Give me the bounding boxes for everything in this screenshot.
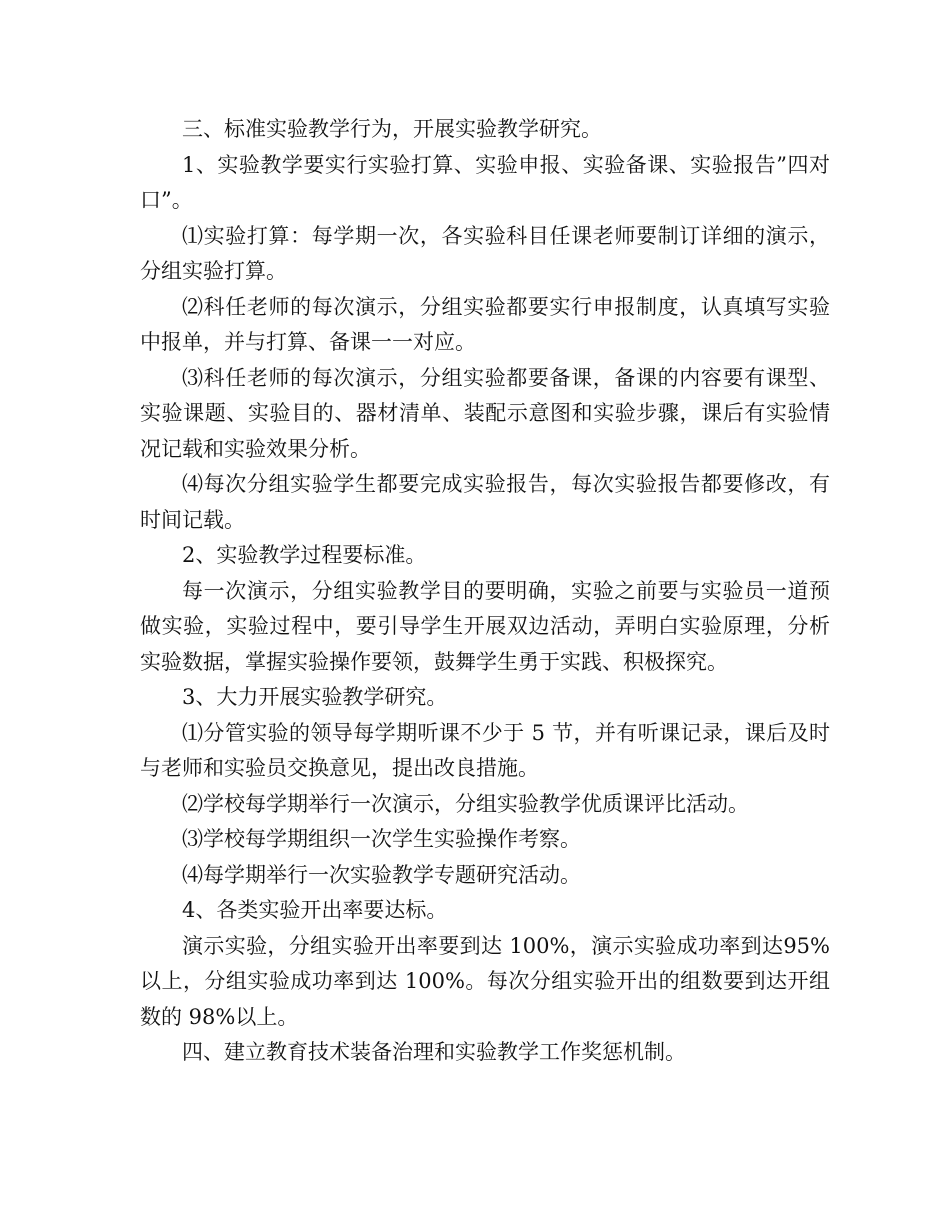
paragraph-3: 3、大力开展实验教学研究。 [182, 685, 448, 709]
paragraph-1-2: ⑵科任老师的每次演示，分组实验都要实行申报制度，认真填写实验中报单，并与打算、备课一一对应。 [140, 294, 830, 354]
paragraph-3-1: ⑴分管实验的领导每学期听课不少于 5 节，并有听课记录，课后及时与老师和实验员交换意见，提出改良措施。 [140, 720, 830, 780]
paragraph-3-3: ⑶学校每学期组织一次学生实验操作考察。 [182, 827, 581, 851]
paragraph-1-3: ⑶科任老师的每次演示，分组实验都要备课，备课的内容要有课型、实验课题、实验目的、器材清单、装配示意图和实验步骤，课后有实验情况记载和实验效果分析。 [140, 365, 830, 461]
paragraph-1: 1、实验教学要实行实验打算、实验申报、实验备课、实验报告”四对口”。 [140, 152, 830, 212]
paragraph-3-4: ⑷每学期举行一次实验教学专题研究活动。 [182, 862, 581, 887]
document-body [140, 112, 830, 1071]
paragraph-4-body: 演示实验，分组实验开出率要到达 100%，演示实验成功率到达95%以上，分组实验成功率到达 100%。每次分组实验开出的组数要到达开组数的 98%以上。 [140, 933, 830, 1029]
section-heading-4: 四、建立教育技术装备治理和实验教学工作奖惩机制。 [182, 1040, 686, 1064]
paragraph-2: 2、实验教学过程要标准。 [182, 543, 427, 567]
section-heading-3: 三、标准实验教学行为，开展实验教学研究。 [182, 117, 602, 141]
paragraph-4: 4、各类实验开出率要达标。 [182, 898, 448, 922]
paragraph-2-body: 每一次演示，分组实验教学目的要明确，实验之前要与实验员一道预做实验，实验过程中，要引导学生开展双边活动，弄明白实验原理，分析实验数据，掌握实验操作要领，鼓舞学生勇于实践、积极探究。 [140, 578, 830, 674]
paragraph-3-2: ⑵学校每学期举行一次演示，分组实验教学优质课评比活动。 [182, 791, 749, 816]
paragraph-1-4: ⑷每次分组实验学生都要完成实验报告，每次实验报告都要修改，有时间记载。 [140, 472, 830, 532]
paragraph-1-1: ⑴实验打算：每学期一次，各实验科目任课老师要制订详细的演示，分组实验打算。 [140, 223, 830, 283]
